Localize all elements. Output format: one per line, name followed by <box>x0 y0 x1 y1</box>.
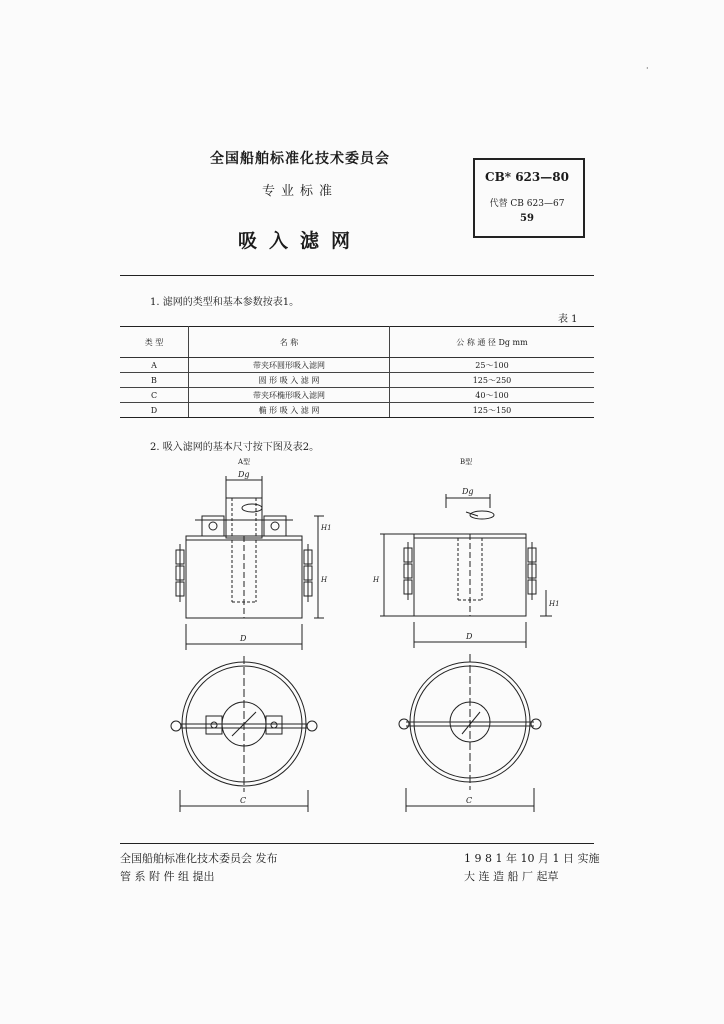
document-title: 吸入滤网 <box>237 230 362 252</box>
cell-dn: 125～250 <box>390 373 595 388</box>
footer-publisher: 全国船舶标准化技术委员会 发布 <box>120 852 278 865</box>
strainer-drawing <box>0 450 724 830</box>
footer-rule <box>120 843 594 844</box>
label-d-a: D <box>240 634 247 643</box>
footer-effective-date: 1 9 8 1 年 10 月 1 日 实施 <box>464 852 600 865</box>
label-h1-b: H1 <box>549 600 560 608</box>
type-b-title: B型 <box>460 458 473 466</box>
standard-code: CB* 623—80 <box>485 170 569 184</box>
table-1 <box>120 326 594 418</box>
footer-drafter: 大 连 造 船 厂 起草 <box>464 870 559 883</box>
cell-type: B <box>120 373 189 388</box>
committee-name: 全国船舶标准化技术委员会 <box>210 151 390 167</box>
header-type: 类 型 <box>120 327 189 358</box>
label-h-b: H <box>373 576 380 584</box>
table-row <box>120 358 594 373</box>
standard-category: 专业标准 <box>261 184 338 199</box>
cell-name: 椭 形 吸 入 滤 网 <box>189 403 390 418</box>
label-h1-a: H1 <box>321 524 332 532</box>
label-dg-b: Dg <box>462 487 474 496</box>
label-c-a: C <box>240 796 247 805</box>
cell-name: 带夹环圆形吸入滤网 <box>189 358 390 373</box>
footer-proposer: 管 系 附 件 组 提出 <box>120 870 215 883</box>
replaces-code: 代替 CB 623—67 <box>489 199 565 209</box>
table-header-row <box>120 327 594 358</box>
header-rule <box>120 275 594 276</box>
section-1-text: 1. 滤网的类型和基本参数按表1。 <box>150 297 300 308</box>
cell-name: 带夹环椭形吸入滤网 <box>189 388 390 403</box>
cell-type: A <box>120 358 189 373</box>
cell-name: 圆 形 吸 入 滤 网 <box>189 373 390 388</box>
header-name: 名 称 <box>189 327 390 358</box>
label-d-b: D <box>466 632 473 641</box>
section-2-text: 2. 吸入滤网的基本尺寸按下图及表2。 <box>150 442 320 453</box>
type-b-front-view <box>372 487 560 648</box>
label-h-a: H <box>321 576 328 584</box>
type-a-title: A型 <box>238 458 251 466</box>
table-row <box>120 373 594 388</box>
type-a-plan-view <box>171 656 317 812</box>
header-dn: 公 称 通 径 Dg mm <box>390 327 595 358</box>
type-a-front-view <box>176 470 332 650</box>
label-dg-a: Dg <box>238 470 250 479</box>
type-b-plan-view <box>399 654 541 812</box>
cell-dn: 25～100 <box>390 358 595 373</box>
cell-dn: 125～150 <box>390 403 595 418</box>
label-c-b: C <box>466 796 473 805</box>
standard-number: 59 <box>520 213 534 224</box>
page-mark: · <box>646 64 649 73</box>
cell-type: C <box>120 388 189 403</box>
table-row <box>120 388 594 403</box>
cell-type: D <box>120 403 189 418</box>
table-row <box>120 403 594 418</box>
table-1-label: 表 1 <box>558 314 578 325</box>
cell-dn: 40～100 <box>390 388 595 403</box>
